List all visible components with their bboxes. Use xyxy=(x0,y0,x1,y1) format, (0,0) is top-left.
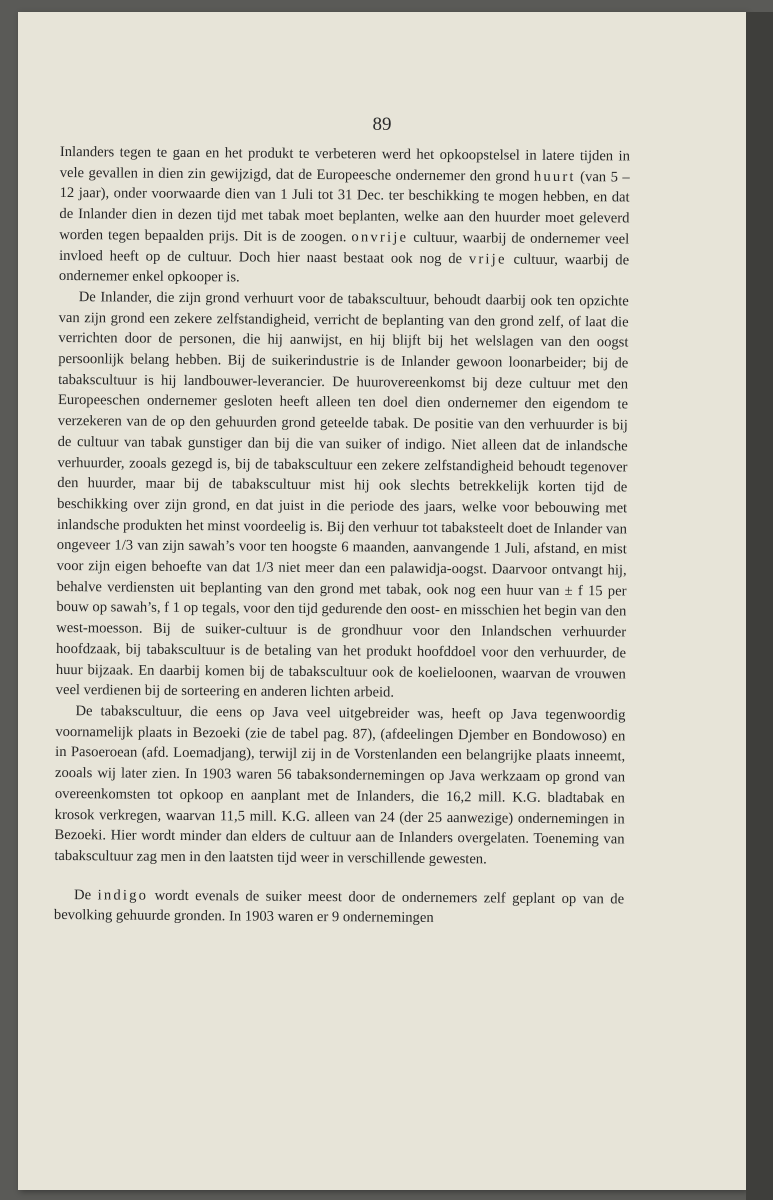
paragraph-3 xyxy=(54,701,625,871)
scan-background-edge xyxy=(746,12,773,1200)
paragraph-2 xyxy=(56,287,629,706)
text-run: wordt evenals de suiker meest door de ondernemers zelf geplant op van de bevolking gehuurde gronden. In 1903 waren er 9 ondernemingen xyxy=(53,887,625,927)
paragraph-4 xyxy=(54,885,624,931)
text-run: Inlanders tegen te gaan en het produkt te verbeteren werd het opkoopstelsel in latere tijden in vele gevallen in dien zin gewijzigd, dat de Europeesche ondernemer den grond xyxy=(59,143,630,185)
text-run: cultuur, waarbij de ondernemer veel invloed heeft op de cultuur. Doch hier naast bestaat ook nog de xyxy=(59,229,630,267)
spaced-emphasis-text: huurt xyxy=(533,168,576,185)
text-run: De xyxy=(74,886,98,903)
text-run: De tabakscultuur, die eens op Java veel uitgebreider was, heeft op Java tegenwoordig voornamelijk plaats in Bezoeki (zie de tabel pag. 87), (afdeelingen Djember en Bondowoso) en in Pasoeroean (afd. Loemadjang), terwijl zij in de Vorstenlanden een belangrijke plaats inneemt, zooals wij later zien. In 1903 waren 56 tabaksondernemingen op Java werkzaam op grond van overeenkomsten tot opkoop en aanplant met de Inlanders, die 16,2 mill. K.G. bladtabak en krosok verkregen, waarvan 11,5 mill. K.G. alleen van 24 (der 25 aanwezige) ondernemingen in Bezoeki. Hier wordt minder dan elders de cultuur aan de Inlanders overgelaten. Toeneming van tabakscultuur zag men in den laatsten tijd weer in verschillende gewesten. xyxy=(54,703,626,868)
text-run: cultuur, waarbij de ondernemer enkel opkooper is. xyxy=(58,251,630,286)
spaced-emphasis-text: vrije xyxy=(468,250,507,268)
body-text xyxy=(54,142,630,930)
text-run: (van 5 – 12 jaar), onder voorwaarde dien van 1 Juli tot 31 Dec. ter beschikking te mogen hebben, en dat de Inlander dien in dezen tijd met tabak moet beplanten, welke aan den huurder moet geleverd worden tegen bepaalden prijs. Dit is de zoogen. xyxy=(59,168,630,246)
paragraph-1 xyxy=(59,142,630,291)
book-page xyxy=(18,12,746,1190)
page-number: 89 xyxy=(372,114,392,135)
spaced-emphasis-text: indigo xyxy=(97,886,149,904)
spaced-emphasis-text: onvrije xyxy=(351,229,409,246)
text-run: De Inlander, die zijn grond verhuurt voor de tabakscultuur, behoudt daarbij ook ten opzichte van zijn grond een zekere zelfstandigheid, verricht de beplanting van den grond zelf, of laat die verrichten door de personen, die hij aanwijst, en hij blijft bij het welslagen van den oogst persoonlijk belang hebben. Bij de suikerindustrie is de Inlander gewoon loonarbeider; bij de tabakscultuur is hij landbouwer-leverancier. De huurovereenkomst bij deze cultuur met den Europeeschen ondernemer gesloten heeft alleen ten doel dien ondernemer den eigendom te verzekeren van de op den gehuurden grond geteelde tabak. De positie van den verhuurder is bij de cultuur van tabak gunstiger dan bij die van suiker of indigo. Niet alleen dat de inlandsche verhuurder, zooals gezegd is, bij de tabakscultuur een zekere zelfstandigheid behoudt tegenover den huurder, maar bij de tabakscultuur mist hij ook slechts betrekkelijk korten tijd de beschikking over zijn grond, en dat juist in die periode des jaars, welke voor bebouwing met inlandsche produkten het minst voordeelig is. Bij den verhuur tot tabaksteelt doet de Inlander van ongeveer 1/3 van zijn sawah’s voor ten hoogste 6 maanden, aanvangende 1 Juli, afstand, en mist voor zijn eigen behoefte van dat 1/3 niet meer dan een palawidja-oogst. Daarvoor ontvangt hij, behalve verdiensten uit beplanting van den grond met tabak, ook nog een huur van ± f 15 per bouw op sawah’s, f 1 op tegals, voor den tijd gedurende den oost- en misschien het begin van den west-moesson. Bij de suiker-cultuur is de grondhuur voor den Inlandschen verhuurder hoofdzaak, bij tabakscultuur is de betaling van het produkt hoofddoel voor den verhuurder, de huur bijzaak. En daarbij komen bij de tabakscultuur ook de koelieloonen, waarvan de vrouwen veel verdienen bij de sorteering en anderen lichten arbeid. xyxy=(55,289,629,701)
